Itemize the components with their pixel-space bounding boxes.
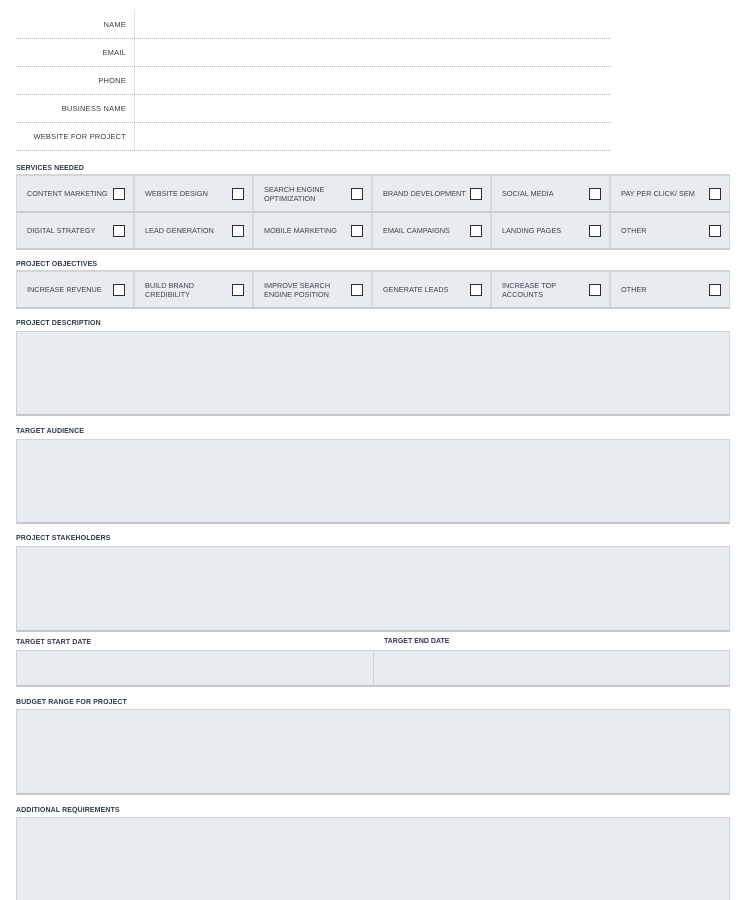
checkbox-icon[interactable]	[232, 284, 244, 296]
service-label: BRAND DEVELOPMENT	[383, 189, 466, 198]
email-field[interactable]	[135, 39, 611, 66]
project-stakeholders-field[interactable]	[16, 546, 730, 632]
checkbox-icon[interactable]	[589, 188, 601, 200]
service-label: SEARCH ENGINE OPTIMIZATION	[264, 184, 325, 203]
website-field[interactable]	[135, 123, 611, 150]
additional-requirements-label: ADDITIONAL REQUIREMENTS	[16, 807, 120, 814]
email-label: EMAIL	[16, 39, 135, 66]
objective-label: GENERATE LEADS	[383, 285, 449, 294]
service-label: EMAIL CAMPAIGNS	[383, 226, 450, 235]
project-description-label: PROJECT DESCRIPTION	[16, 320, 101, 327]
objectives-grid	[16, 270, 730, 309]
service-lead-generation[interactable]	[135, 213, 254, 248]
name-field[interactable]	[135, 11, 611, 38]
contact-info-table	[16, 11, 611, 151]
service-brand-development[interactable]	[373, 176, 492, 211]
objective-label: IMPROVE SEARCH ENGINE POSITION	[264, 280, 331, 299]
service-landing-pages[interactable]	[492, 213, 611, 248]
project-stakeholders-label: PROJECT STAKEHOLDERS	[16, 535, 111, 542]
services-row-2	[16, 213, 730, 250]
objective-label: BUILD BRAND CREDIBILITY	[145, 280, 195, 299]
contact-row-name	[16, 11, 611, 39]
objectives-row	[16, 272, 730, 309]
checkbox-icon[interactable]	[589, 225, 601, 237]
project-objectives-heading: PROJECT OBJECTIVES	[16, 261, 98, 268]
objective-increase-top-accounts[interactable]	[492, 272, 611, 307]
additional-requirements-field[interactable]	[16, 817, 730, 900]
service-social-media[interactable]	[492, 176, 611, 211]
phone-field[interactable]	[135, 67, 611, 94]
service-label: OTHER	[621, 226, 647, 235]
target-audience-label: TARGET AUDIENCE	[16, 428, 84, 435]
checkbox-icon[interactable]	[232, 225, 244, 237]
target-start-date-field[interactable]	[17, 651, 374, 685]
services-grid	[16, 174, 730, 250]
checkbox-icon[interactable]	[113, 284, 125, 296]
service-other[interactable]	[611, 213, 730, 248]
service-label: MOBILE MARKETING	[264, 226, 337, 235]
business-name-field[interactable]	[135, 95, 611, 122]
service-label: SOCIAL MEDIA	[502, 189, 554, 198]
checkbox-icon[interactable]	[709, 188, 721, 200]
checkbox-icon[interactable]	[470, 225, 482, 237]
service-digital-strategy[interactable]	[16, 213, 135, 248]
project-description-field[interactable]	[16, 331, 730, 416]
checkbox-icon[interactable]	[232, 188, 244, 200]
checkbox-icon[interactable]	[589, 284, 601, 296]
contact-row-website	[16, 123, 611, 151]
business-name-label: BUSINESS NAME	[16, 95, 135, 122]
target-audience-field[interactable]	[16, 439, 730, 524]
target-end-date-label: TARGET END DATE	[384, 638, 450, 645]
service-content-marketing[interactable]	[16, 176, 135, 211]
services-row-1	[16, 176, 730, 213]
contact-row-phone	[16, 67, 611, 95]
service-label: WEBSITE DESIGN	[145, 189, 208, 198]
objective-label: INCREASE TOP ACCOUNTS	[502, 280, 556, 299]
services-needed-heading: SERVICES NEEDED	[16, 165, 84, 172]
service-label: PAY PER CLICK/ SEM	[621, 189, 695, 198]
objective-label: INCREASE REVENUE	[27, 285, 102, 294]
target-end-date-field[interactable]	[374, 651, 730, 685]
checkbox-icon[interactable]	[709, 284, 721, 296]
target-start-date-label: TARGET START DATE	[16, 639, 92, 646]
service-pay-per-click[interactable]	[611, 176, 730, 211]
service-website-design[interactable]	[135, 176, 254, 211]
checkbox-icon[interactable]	[351, 188, 363, 200]
checkbox-icon[interactable]	[470, 284, 482, 296]
dates-row	[16, 650, 730, 687]
service-label: CONTENT MARKETING	[27, 189, 108, 198]
objective-other[interactable]	[611, 272, 730, 307]
checkbox-icon[interactable]	[351, 225, 363, 237]
service-seo[interactable]	[254, 176, 373, 211]
checkbox-icon[interactable]	[113, 188, 125, 200]
checkbox-icon[interactable]	[470, 188, 482, 200]
objective-generate-leads[interactable]	[373, 272, 492, 307]
budget-range-field[interactable]	[16, 709, 730, 795]
checkbox-icon[interactable]	[351, 284, 363, 296]
objective-label: OTHER	[621, 285, 647, 294]
service-email-campaigns[interactable]	[373, 213, 492, 248]
objective-build-brand-credibility[interactable]	[135, 272, 254, 307]
service-mobile-marketing[interactable]	[254, 213, 373, 248]
objective-improve-search-position[interactable]	[254, 272, 373, 307]
website-label: WEBSITE FOR PROJECT	[16, 123, 135, 150]
contact-row-email	[16, 39, 611, 67]
name-label: NAME	[16, 11, 135, 38]
checkbox-icon[interactable]	[709, 225, 721, 237]
service-label: DIGITAL STRATEGY	[27, 226, 96, 235]
service-label: LANDING PAGES	[502, 226, 562, 235]
contact-row-business-name	[16, 95, 611, 123]
objective-increase-revenue[interactable]	[16, 272, 135, 307]
phone-label: PHONE	[16, 67, 135, 94]
budget-range-label: BUDGET RANGE FOR PROJECT	[16, 699, 127, 706]
service-label: LEAD GENERATION	[145, 226, 214, 235]
checkbox-icon[interactable]	[113, 225, 125, 237]
